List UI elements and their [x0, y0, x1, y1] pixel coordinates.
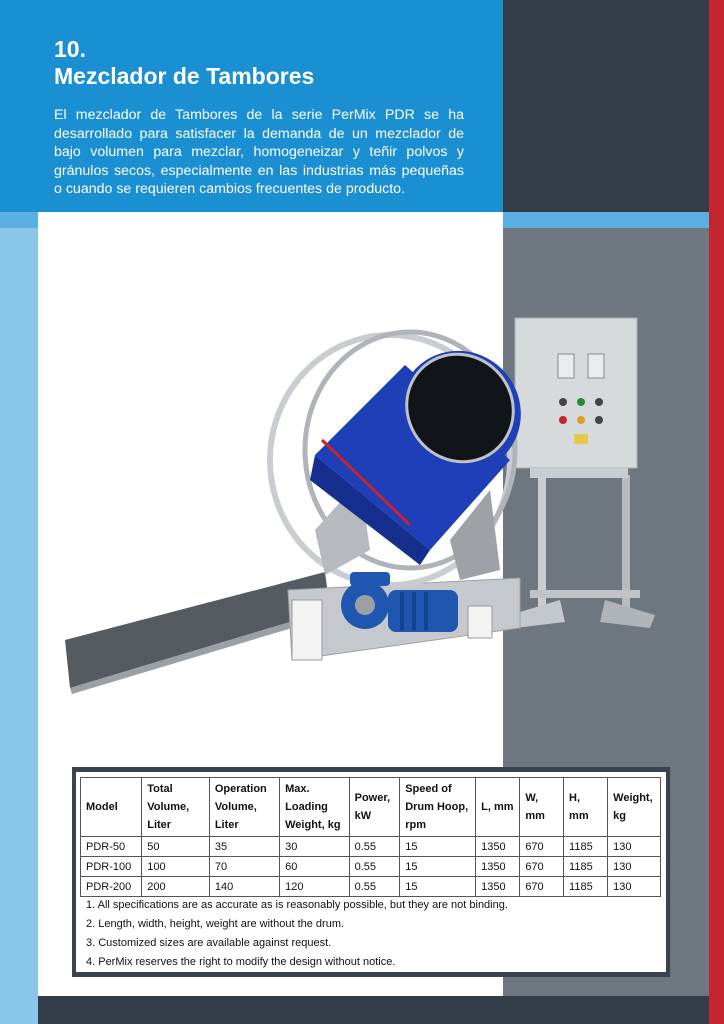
cell: PDR-200	[81, 877, 142, 897]
red-edge-strip	[709, 0, 724, 1024]
cell: 0.55	[349, 877, 400, 897]
table-header-row	[81, 778, 661, 837]
cell: 130	[608, 877, 661, 897]
intro-paragraph: El mezclador de Tambores de la serie PerMix PDR se ha desarrollado para satisfacer la demanda de un mezclador de bajo volumen para mezclar, homogeneizar y teñir polvos y gránulos secos, especialmente en las industrias más pequeñas o cuando se requieren cambios frecuentes de producto.	[54, 107, 464, 197]
table-row	[81, 837, 661, 857]
cell: 670	[520, 857, 564, 877]
note-item: 4. PerMix reserves the right to modify the design without notice.	[86, 956, 396, 968]
cell: 15	[400, 857, 476, 877]
table-row	[81, 857, 661, 877]
cell: 0.55	[349, 837, 400, 857]
cell: 130	[608, 837, 661, 857]
table-notes	[86, 898, 508, 974]
cell: 1350	[476, 837, 520, 857]
accent-band	[503, 212, 709, 228]
section-number: 10.	[54, 36, 86, 62]
note-item: 1. All specifications are as accurate as is reasonably possible, but they are not binding.	[86, 899, 508, 911]
cell: 70	[209, 857, 279, 877]
cell: 100	[142, 857, 210, 877]
left-strip-accent	[0, 212, 38, 228]
cell: 670	[520, 877, 564, 897]
cell: 35	[209, 837, 279, 857]
page-title: Mezclador de Tambores	[54, 63, 315, 89]
table-row	[81, 877, 661, 897]
spec-table	[80, 777, 661, 897]
col-power: Power, kW	[349, 778, 400, 837]
cell: 140	[209, 877, 279, 897]
cell: 1185	[564, 877, 608, 897]
cell: 15	[400, 837, 476, 857]
col-operation-volume: Operation Volume, Liter	[209, 778, 279, 837]
cell: 30	[280, 837, 349, 857]
dark-corner-block	[503, 0, 709, 212]
cell: 130	[608, 857, 661, 877]
control-cabinet	[510, 318, 655, 628]
cell: 1350	[476, 877, 520, 897]
cell: 60	[280, 857, 349, 877]
col-total-volume: Total Volume, Liter	[142, 778, 210, 837]
col-speed: Speed of Drum Hoop, rpm	[400, 778, 476, 837]
left-strip	[0, 212, 38, 1024]
col-max-loading: Max. Loading Weight, kg	[280, 778, 349, 837]
cell: 200	[142, 877, 210, 897]
footer-bar	[38, 996, 709, 1024]
cell: PDR-100	[81, 857, 142, 877]
gear-motor	[341, 572, 458, 632]
col-model: Model	[81, 778, 142, 837]
cell: 1350	[476, 857, 520, 877]
cell: 50	[142, 837, 210, 857]
cell: 670	[520, 837, 564, 857]
col-height: H, mm	[564, 778, 608, 837]
cell: 15	[400, 877, 476, 897]
cell: 1185	[564, 837, 608, 857]
note-item: 3. Customized sizes are available against request.	[86, 937, 332, 949]
col-weight: Weight, kg	[608, 778, 661, 837]
cell: PDR-50	[81, 837, 142, 857]
cell: 1185	[564, 857, 608, 877]
col-width: W, mm	[520, 778, 564, 837]
left-strip-top	[0, 0, 38, 212]
col-length: L, mm	[476, 778, 520, 837]
note-item: 2. Length, width, height, weight are without the drum.	[86, 918, 345, 930]
cell: 0.55	[349, 857, 400, 877]
cell: 120	[280, 877, 349, 897]
drum-mixer-illustration	[60, 310, 660, 700]
